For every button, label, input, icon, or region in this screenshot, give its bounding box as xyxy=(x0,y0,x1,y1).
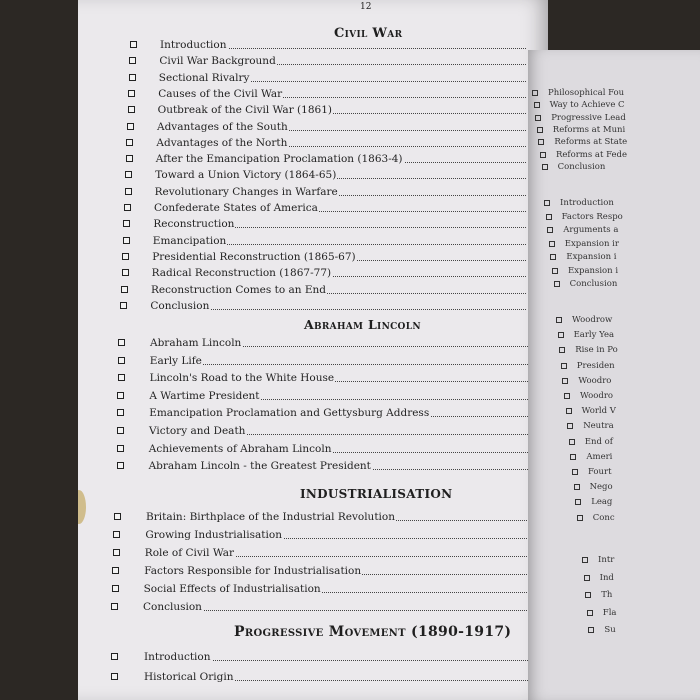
right-page-entry-label: Presiden xyxy=(576,360,615,371)
toc-entry-label: A Wartime President xyxy=(149,389,260,402)
right-page-entry-label: Early Yea xyxy=(573,330,615,341)
checkbox-icon xyxy=(129,57,136,64)
toc-entry-label: Advantages of the North xyxy=(156,136,288,149)
toc-entry-label: Abraham Lincoln - the Greatest President xyxy=(148,460,371,473)
checkbox-icon xyxy=(585,592,591,598)
toc-entry xyxy=(120,299,526,315)
toc-entry xyxy=(126,136,526,152)
right-page-entry-label: Conc xyxy=(592,512,615,523)
right-page-entry-label: World V xyxy=(581,406,616,417)
checkbox-icon xyxy=(584,575,590,581)
checkbox-icon xyxy=(114,513,121,520)
checkbox-icon xyxy=(117,462,124,469)
checkbox-icon xyxy=(124,204,131,211)
checkbox-icon xyxy=(552,268,558,274)
checkbox-icon xyxy=(540,152,546,158)
page-number: 12 xyxy=(360,2,372,12)
toc-entry xyxy=(122,250,526,266)
right-page-entry-label: Su xyxy=(604,625,616,635)
right-page-entry-label: Factors Respo xyxy=(561,211,623,222)
right-page-entry-label: Reforms at Muni xyxy=(552,124,626,135)
toc-entry xyxy=(117,406,548,422)
checkbox-icon xyxy=(125,171,132,178)
checkbox-icon xyxy=(587,610,593,616)
checkbox-icon xyxy=(126,139,133,146)
right-page-entry-label: Progressive Lead xyxy=(551,112,626,123)
checkbox-icon xyxy=(558,332,564,338)
toc-entry xyxy=(128,87,526,103)
checkbox-icon xyxy=(117,392,124,399)
toc-entry xyxy=(111,670,548,686)
right-page-entry-label: Expansion ir xyxy=(564,238,619,249)
checkbox-icon xyxy=(534,102,540,108)
toc-entry xyxy=(129,54,526,70)
toc-entry xyxy=(117,424,548,440)
checkbox-icon xyxy=(118,339,125,346)
checkbox-icon xyxy=(130,41,137,48)
toc-entry-label: Role of Civil War xyxy=(144,547,235,559)
right-page-entry-label: Rise in Po xyxy=(575,345,618,356)
right-page-entry-label: Introduction xyxy=(560,198,614,208)
section-title: Progressive Movement (1890-1917) xyxy=(234,624,512,640)
right-page-entry-label: Fla xyxy=(602,607,617,618)
checkbox-icon xyxy=(128,106,135,113)
checkbox-icon xyxy=(118,357,125,364)
toc-entry xyxy=(123,217,526,233)
checkbox-icon xyxy=(112,585,119,592)
toc-entry-label: After the Emancipation Proclamation (1863-4) xyxy=(155,153,403,166)
right-page-entry-label: Philosophical Fou xyxy=(548,88,625,98)
toc-entry-label: Radical Reconstruction (1867-77) xyxy=(151,267,332,280)
right-page xyxy=(528,50,700,700)
toc-entry-label: Reconstruction Comes to an End xyxy=(151,283,326,296)
page-stain xyxy=(78,490,86,524)
checkbox-icon xyxy=(562,378,568,384)
toc-entry-label: Early Life xyxy=(149,354,202,367)
toc-entry xyxy=(117,459,548,475)
toc-entry-label: Emancipation xyxy=(152,234,227,247)
toc-entry-label: Conclusion xyxy=(150,299,210,312)
right-page-entry-label: Neutra xyxy=(583,421,614,432)
toc-entry xyxy=(117,442,548,458)
checkbox-icon xyxy=(117,409,124,416)
checkbox-icon xyxy=(549,241,555,247)
checkbox-icon xyxy=(535,115,541,121)
right-page-entry-label: Ameri xyxy=(586,451,613,462)
toc-entry-label: Introduction xyxy=(160,39,227,51)
checkbox-icon xyxy=(556,317,562,323)
toc-entry-label: Victory and Death xyxy=(149,425,246,437)
right-page-entry-label: Expansion i xyxy=(568,265,619,276)
toc-entry-label: Confederate States of America xyxy=(154,202,318,214)
toc-entry-label: Britain: Birthplace of the Industrial Revolution xyxy=(146,511,395,523)
toc-entry-label: Toward a Union Victory (1864-65) xyxy=(155,169,337,182)
toc-entry xyxy=(111,650,548,666)
toc-entry xyxy=(128,103,526,119)
toc-entry xyxy=(118,336,548,352)
checkbox-icon xyxy=(122,253,129,260)
checkbox-icon xyxy=(123,237,130,244)
checkbox-icon xyxy=(550,254,556,260)
checkbox-icon xyxy=(542,164,548,170)
toc-entry-label: Outbreak of the Civil War (1861) xyxy=(157,104,332,117)
toc-entry-label: Introduction xyxy=(144,651,211,663)
dot-leader xyxy=(150,364,548,365)
toc-entry xyxy=(118,371,548,387)
toc-entry xyxy=(127,120,526,136)
checkbox-icon xyxy=(117,427,124,434)
checkbox-icon xyxy=(567,423,573,429)
right-page-entry-label: Arguments a xyxy=(563,225,619,235)
right-page-entry-label: End of xyxy=(584,436,613,447)
toc-entry-label: Reconstruction xyxy=(153,218,235,231)
right-page-entry-label: Fourt xyxy=(588,467,612,477)
toc-entry xyxy=(121,283,526,299)
toc-entry xyxy=(118,354,548,370)
toc-entry-label: Emancipation Proclamation and Gettysburg Address xyxy=(149,407,430,420)
checkbox-icon xyxy=(564,393,570,399)
checkbox-icon xyxy=(544,200,550,206)
toc-entry-label: Lincoln's Road to the White House xyxy=(149,372,335,385)
checkbox-icon xyxy=(113,531,120,538)
toc-entry-label: Growing Industrialisation xyxy=(145,529,282,541)
checkbox-icon xyxy=(538,139,544,145)
toc-entry-label: Social Effects of Industrialisation xyxy=(143,583,321,595)
toc-entry xyxy=(112,582,548,598)
checkbox-icon xyxy=(569,439,575,445)
toc-entry xyxy=(129,71,526,87)
checkbox-icon xyxy=(113,549,120,556)
right-page-entry-label: Woodrow xyxy=(572,315,613,325)
right-page-entry-label: Ind xyxy=(599,572,614,583)
checkbox-icon xyxy=(127,123,134,130)
toc-entry-label: Advantages of the South xyxy=(157,120,288,133)
toc-entry xyxy=(124,201,526,217)
right-page-entry-label: Woodro xyxy=(578,375,612,386)
right-page-entry-label: Intr xyxy=(598,555,615,565)
checkbox-icon xyxy=(117,445,124,452)
toc-entry-label: Presidential Reconstruction (1865-67) xyxy=(152,250,356,263)
checkbox-icon xyxy=(118,374,125,381)
toc-entry xyxy=(125,185,526,201)
checkbox-icon xyxy=(111,653,118,660)
checkbox-icon xyxy=(125,188,132,195)
checkbox-icon xyxy=(547,227,553,233)
dot-leader xyxy=(143,610,548,611)
toc-entry-label: Abraham Lincoln xyxy=(150,337,242,349)
left-page xyxy=(78,0,548,700)
checkbox-icon xyxy=(123,220,130,227)
checkbox-icon xyxy=(128,90,135,97)
right-page-entry-label: Conclusion xyxy=(569,279,618,289)
checkbox-icon xyxy=(559,347,565,353)
checkbox-icon xyxy=(126,155,133,162)
toc-entry-label: Civil War Background xyxy=(159,55,276,68)
toc-entry xyxy=(111,600,548,616)
checkbox-icon xyxy=(112,567,119,574)
right-page-entry-label: Th xyxy=(601,590,613,600)
toc-entry xyxy=(130,38,526,54)
section-title: Abraham Lincoln xyxy=(304,317,421,332)
right-page-entry-label: Conclusion xyxy=(557,161,606,172)
toc-entry xyxy=(126,152,526,168)
checkbox-icon xyxy=(566,408,572,414)
right-page-entry-label: Leag xyxy=(591,497,613,508)
checkbox-icon xyxy=(577,515,583,521)
toc-entry xyxy=(117,389,548,405)
section-title: INDUSTRIALISATION xyxy=(300,487,453,501)
checkbox-icon xyxy=(129,74,136,81)
checkbox-icon xyxy=(121,286,128,293)
right-page-entry-label: Nego xyxy=(589,482,613,493)
toc-entry xyxy=(122,266,526,282)
right-page-entry-label: Woodro xyxy=(580,391,614,401)
toc-entry xyxy=(123,234,526,250)
checkbox-icon xyxy=(572,469,578,475)
checkbox-icon xyxy=(582,557,588,563)
right-page-entry-label: Reforms at Fede xyxy=(556,149,628,160)
toc-entry xyxy=(125,168,526,184)
right-page-entry-label: Way to Achieve C xyxy=(549,100,625,111)
toc-entry-label: Factors Responsible for Industrialisation xyxy=(144,565,362,577)
right-page-entry-label: Expansion i xyxy=(566,252,617,262)
checkbox-icon xyxy=(122,269,129,276)
toc-entry-label: Causes of the Civil War xyxy=(158,87,283,100)
checkbox-icon xyxy=(537,127,543,133)
toc-entry-label: Revolutionary Changes in Warfare xyxy=(154,185,338,198)
checkbox-icon xyxy=(546,214,552,220)
checkbox-icon xyxy=(561,363,567,369)
checkbox-icon xyxy=(120,302,127,309)
toc-entry-label: Historical Origin xyxy=(144,671,234,683)
checkbox-icon xyxy=(532,90,538,96)
section-title: Civil War xyxy=(334,26,403,41)
checkbox-icon xyxy=(574,484,580,490)
toc-entry xyxy=(114,510,548,526)
toc-entry-label: Conclusion xyxy=(143,601,202,613)
toc-entry-label: Sectional Rivalry xyxy=(158,71,250,84)
toc-entry-label: Achievements of Abraham Lincoln xyxy=(148,442,332,455)
checkbox-icon xyxy=(575,499,581,505)
right-page-entry-label: Reforms at State xyxy=(554,137,628,148)
toc-entry xyxy=(113,528,548,544)
toc-entry xyxy=(113,546,548,562)
checkbox-icon xyxy=(588,627,594,633)
checkbox-icon xyxy=(570,454,576,460)
checkbox-icon xyxy=(111,673,118,680)
toc-entry xyxy=(112,564,548,580)
checkbox-icon xyxy=(111,603,118,610)
checkbox-icon xyxy=(554,281,560,287)
